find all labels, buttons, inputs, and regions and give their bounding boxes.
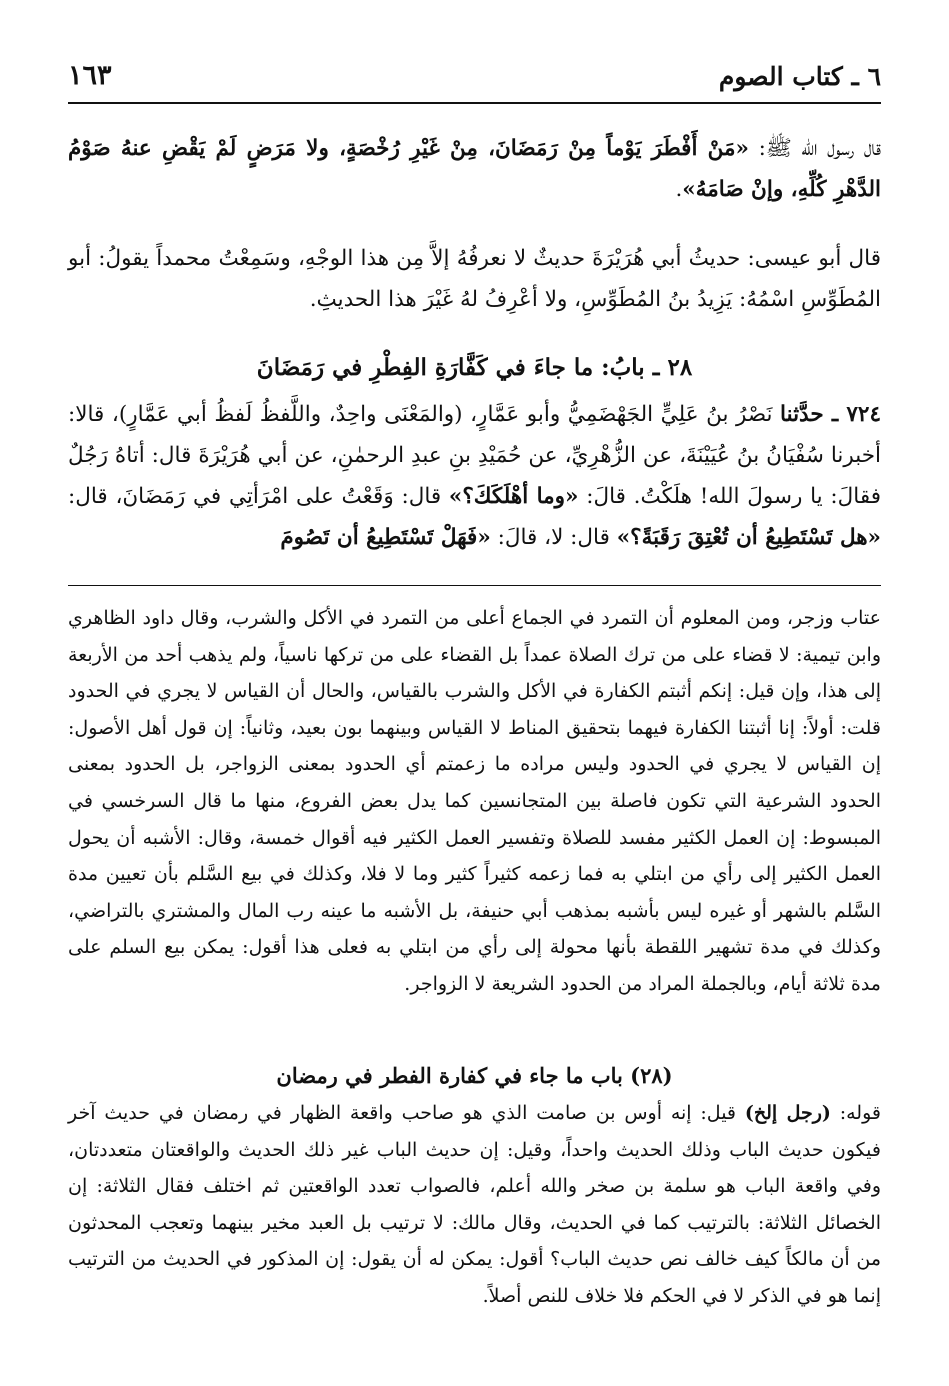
abu-isa-remark: قال أبو عيسى: حديثُ أبي هُرَيْرَةَ حديثٌ لا نعرفُهُ إلاَّ مِن هذا الوجْهِ، وسَمِعْتُ محمداً يقولُ: أبو المُطَوِّسِ اسْمُهُ: يَزِيدُ بنُ المُطَوِّسِ، ولا أعْرِفُ لهُ غَيْرَ هذا الحديثِ.: [68, 246, 881, 312]
commentary-paragraph-1: عتاب وزجر، ومن المعلوم أن التمرد في الجماع أعلى من التمرد في الأكل والشرب، وقال داود الظاهري وابن تيمية: لا قضاء على من ترك الصلاة عمداً بل القضاء على من تركها ناسياً، ولم يذهب أحد من الأربعة إلى هذا، وإن قيل: إنكم أثبتم الكفارة في الأكل والشرب بالقياس، والحال أن القياس لا يجري في الحدود قلت: أولاً: إنا أثبتنا الكفارة فيهما بتحقيق المناط لا القياس وبينهما بون بعيد، وثانياً: إن قول أهل الأصول: إن القياس لا يجري في الحدود وليس مراده ما زعمتم أي الحدود بمعنى الزواجر، بل الحدود بمعنى الحدود الشرعية التي تكون فاصلة بين المتجانسين كما يدل بعض الفروع، منها ما قال السرخسي في المبسوط: إن العمل الكثير مفسد للصلاة وتفسير العمل الكثير فيه أقوال خمسة، وقال: الأشبه أن يحول العمل الكثير إلى رأي من ابتلي به فما زعمه كثيراً كثير وما لا فلا، وكذلك في بيع السَّلم بأن تعيين مدة السَّلم بالشهر أو غيره ليس بأشبه بمذهب أبي حنيفة، بل الأشبه ما عينه رب المال والمشتري بالتراضي، وكذلك في مدة تشهير اللقطة بأنها محولة إلى رأي من ابتلي به فعلى هذا أقول: يمكن بيع السلم على مدة ثلاثة أيام، وبالجملة المراد من الحدود الشريعة لا الزواجر.: [68, 607, 881, 995]
hadith-text-2: قال: وَقَعْتُ على امْرَأتِي في رَمَضَانَ، قال:: [68, 484, 449, 509]
hadith-quote-2: «هل تَسْتَطِيعُ أن تُعْتِقَ رَقَبَةً؟»: [616, 525, 881, 550]
hadith-number: ٧٢٤ ـ حدَّثنا: [780, 402, 881, 427]
hadith-quote: «مَنْ أَفْطَرَ يَوْماً مِنْ رَمَضَانَ، مِنْ غَيْرِ رُخْصَةٍ، ولا مَرَضٍ لَمْ يَقْضِ عنهُ صَوْمُ الدَّهْرِ كُلِّهِ، وإنْ صَامَهُ»: [68, 136, 881, 202]
hadith-quote-1: «وما أهْلَكَكَ؟»: [448, 484, 579, 509]
hadith-724: [68, 394, 881, 558]
commentary-body: قيل: إنه أوس بن صامت الذي هو صاحب واقعة الظهار في رمضان في حديث آخر فيكون حديث الباب وذلك الحديث واحداً، وقيل: إن حديث الباب غير ذلك الحديث والواقعتان متعددتان، وفي واقعة الباب هو سلمة بن صخر والله أعلم، فالصواب تعدد الواقعتين ثم اختلف فقال الثلاثة: إن الخصائل الثلاثة: بالترتيب كما في الحديث، وقال مالك: لا ترتيب بل العبد مخير بينهما وتعجب المحدثون من أن مالكاً كيف خالف نص حديث الباب؟ أقول: يمكن له أن يقول: إن المذكور في الحديث من الترتيب إنما هو في الذكر لا في الحكم فلا خلاف للنص أصلاً.: [68, 1102, 881, 1307]
chapter-title: ٦ ـ كتاب الصوم: [718, 62, 881, 91]
hadith-text-3: قال: لا، قالَ:: [490, 525, 617, 550]
footnote-divider: [68, 585, 881, 586]
hadith-text-top: [68, 128, 881, 210]
running-header: [68, 58, 881, 104]
commentary-bab-heading: (٢٨) باب ما جاء في كفارة الفطر في رمضان: [276, 1063, 673, 1088]
hadith-end: .: [675, 177, 683, 202]
hadith-intro: قال رسول الله ﷺ:: [749, 136, 881, 161]
bab-heading: ٢٨ ـ بابُ: ما جاءَ في كَفَّارَةِ الفِطْرِ في رَمَضَانَ: [256, 354, 693, 381]
commentary-paragraph-2: [68, 1095, 881, 1315]
hadith-chain: نَصْرُ بنُ عَلِيٍّ الجَهْضَمِيُّ وأبو عَمَّارٍ، (والمَعْنَى واحِدٌ، واللَّفظُ لَفظُ أبي عَمَّارٍ)، قالا: أخبرنا سُفْيَانُ بنُ عُيَيْنَةَ، عن الزُّهْرِيِّ، عن حُمَيْدِ بنِ عبدِ الرحمٰنِ، عن أبي هُرَيْرَةَ قال: أتاهُ رَجُلٌ فقالَ: يا رسولَ الله! هلَكْتُ. قالَ:: [68, 402, 881, 509]
hadith-quote-3: «فَهَلْ تَسْتَطِيعُ أن تَصُومَ: [280, 525, 491, 550]
commentary-lead: قوله:: [830, 1102, 881, 1124]
page-number: ١٦٣: [68, 60, 112, 91]
commentary-keyword: (رجل إلخ): [744, 1102, 831, 1124]
